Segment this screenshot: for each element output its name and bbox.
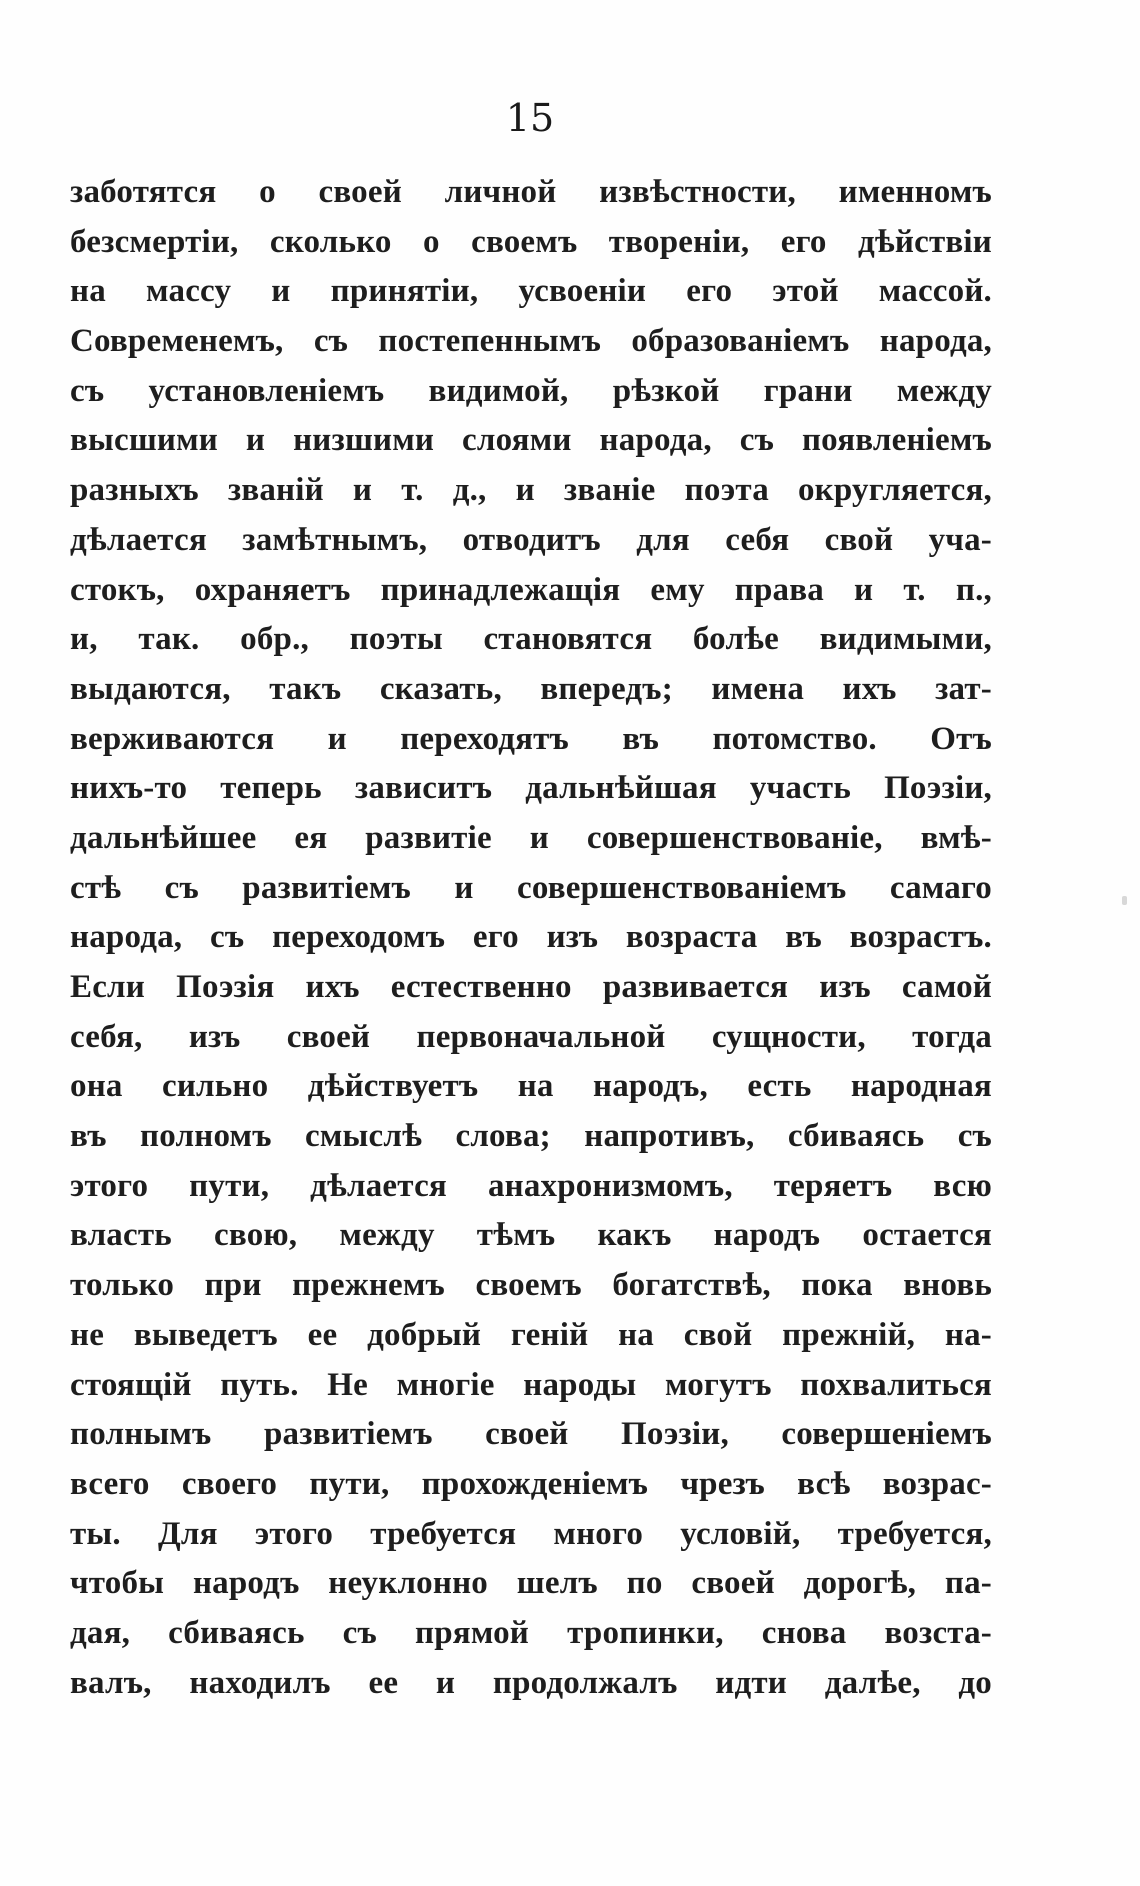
text-line: стокъ, охраняетъ принадлежащія ему права и т. п., (70, 571, 992, 608)
text-line: чтобы народъ неуклонно шелъ по своей дорогѣ, па- (70, 1565, 992, 1602)
text-line: только при прежнемъ своемъ богатствѣ, пока вновь (70, 1267, 992, 1304)
text-line: разныхъ званій и т. д., и званіе поэта округляется, (70, 472, 992, 509)
text-line: Современемъ, съ постепеннымъ образованіемъ народа, (70, 323, 992, 360)
text-line: съ установленіемъ видимой, рѣзкой грани между (70, 372, 992, 409)
text-line: всего своего пути, прохожденіемъ чрезъ всѣ возрас- (70, 1465, 992, 1502)
text-line: дѣлается замѣтнымъ, отводитъ для себя свой уча- (70, 521, 992, 558)
text-line: этого пути, дѣлается анахронизмомъ, теряетъ всю (70, 1167, 992, 1204)
text-line: полнымъ развитіемъ своей Поэзіи, совершеніемъ (70, 1416, 992, 1453)
text-line: стоящій путь. Не многіе народы могутъ похвалиться (70, 1366, 992, 1403)
text-line: высшими и низшими слоями народа, съ появленіемъ (70, 422, 992, 459)
text-line: заботятся о своей личной извѣстности, именномъ (70, 174, 992, 210)
text-line: Если Поэзія ихъ естественно развивается изъ самой (70, 969, 992, 1005)
text-line: она сильно дѣйствуетъ на народъ, есть народная (70, 1068, 992, 1105)
text-line: себя, изъ своей первоначальной сущности, тогда (70, 1018, 992, 1055)
text-line: дальнѣйшее ея развитіе и совершенствованіе, вмѣ- (70, 819, 992, 856)
text-line: выдаются, такъ сказать, впередъ; имена ихъ зат- (70, 670, 992, 707)
text-line: на массу и принятіи, усвоеніи его этой массой. (70, 273, 992, 310)
page-number: 15 (505, 96, 555, 140)
text-line: безсмертіи, сколько о своемъ твореніи, его дѣйствіи (70, 223, 992, 260)
text-line: нихъ-то теперь зависитъ дальнѣйшая участь Поэзіи, (70, 770, 992, 807)
text-line: стѣ съ развитіемъ и совершенствованіемъ самаго (70, 869, 992, 906)
text-line: ты. Для этого требуется много условій, требуется, (70, 1515, 992, 1552)
page-body-text (70, 168, 992, 1708)
text-line: въ полномъ смыслѣ слова; напротивъ, сбиваясь съ (70, 1118, 992, 1155)
text-line: верживаются и переходятъ въ потомство. Отъ (70, 720, 992, 757)
text-line: власть свою, между тѣмъ какъ народъ остается (70, 1217, 992, 1254)
text-line: не выведетъ ее добрый геній на свой прежній, на- (70, 1316, 992, 1353)
text-line: народа, съ переходомъ его изъ возраста въ возрастъ. (70, 919, 992, 956)
text-line: валъ, находилъ ее и продолжалъ идти далѣе, до (70, 1664, 992, 1701)
paper-speck (1122, 896, 1127, 905)
text-line: дая, сбиваясь съ прямой тропинки, снова возста- (70, 1614, 992, 1651)
text-line: и, так. обр., поэты становятся болѣе видимыми, (70, 621, 992, 658)
